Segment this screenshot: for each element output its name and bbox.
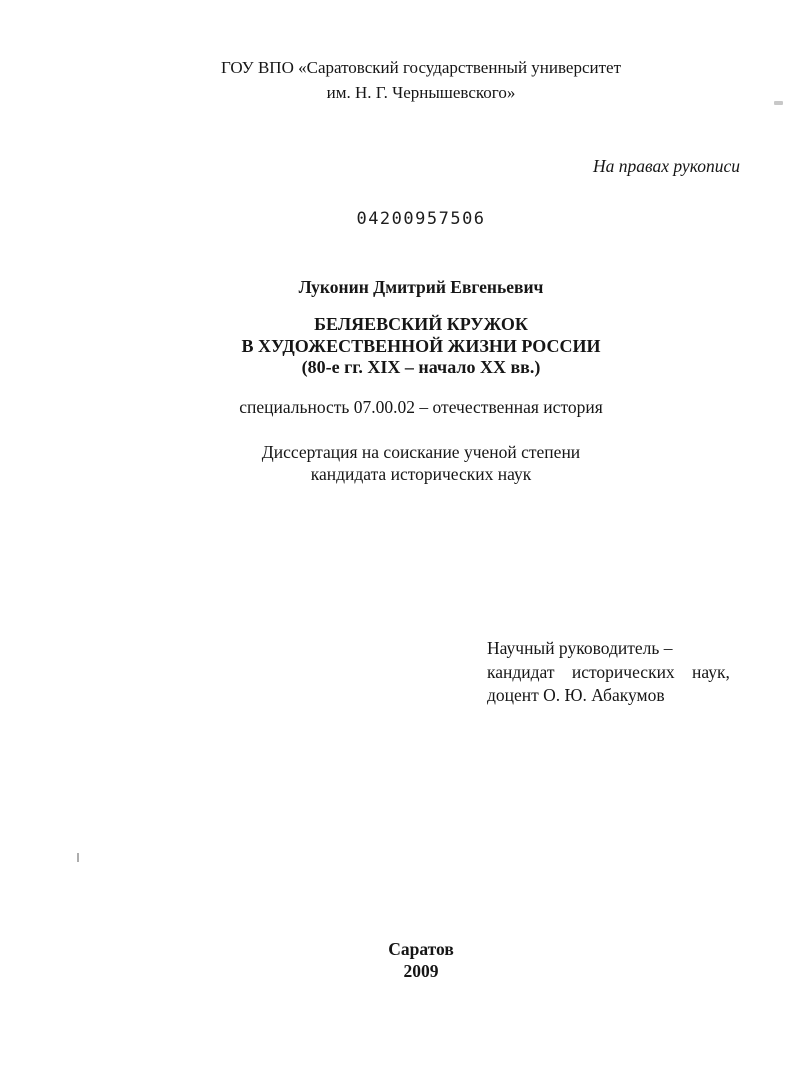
imprint-year: 2009 <box>403 960 439 981</box>
imprint-block <box>48 939 794 982</box>
scan-artifact-dash <box>774 101 783 105</box>
supervisor-line2: кандидат исторических наук, <box>487 661 730 682</box>
supervisor-line1: Научный руководитель – <box>487 638 673 658</box>
title-line3: (80-е гг. XIX – начало XX вв.) <box>301 357 541 377</box>
imprint-city: Саратов <box>388 939 454 959</box>
specialty-line: специальность 07.00.02 – отечественная история <box>239 397 603 417</box>
supervisor-block <box>487 637 743 708</box>
dissertation-line2: кандидата исторических наук <box>310 464 532 484</box>
university-header <box>48 55 794 105</box>
dissertation-line1: Диссертация на соискание ученой степени <box>261 442 581 462</box>
dissertation-statement <box>48 441 794 485</box>
manuscript-rights-note: На правах рукописи <box>593 156 740 176</box>
dissertation-title <box>48 314 794 379</box>
title-line1: БЕЛЯЕВСКИЙ КРУЖОК <box>314 314 528 334</box>
supervisor-line3: доцент О. Ю. Абакумов <box>487 685 665 705</box>
registration-number: 04200957506 <box>356 209 486 229</box>
author-name: Луконин Дмитрий Евгеньевич <box>298 277 544 297</box>
university-name-line2: им. Н. Г. Чернышевского» <box>326 83 516 102</box>
scan-artifact-tick <box>77 853 79 862</box>
university-name-line1: ГОУ ВПО «Саратовский государственный университет <box>220 58 622 77</box>
title-line2: В ХУДОЖЕСТВЕННОЙ ЖИЗНИ РОССИИ <box>241 335 601 356</box>
